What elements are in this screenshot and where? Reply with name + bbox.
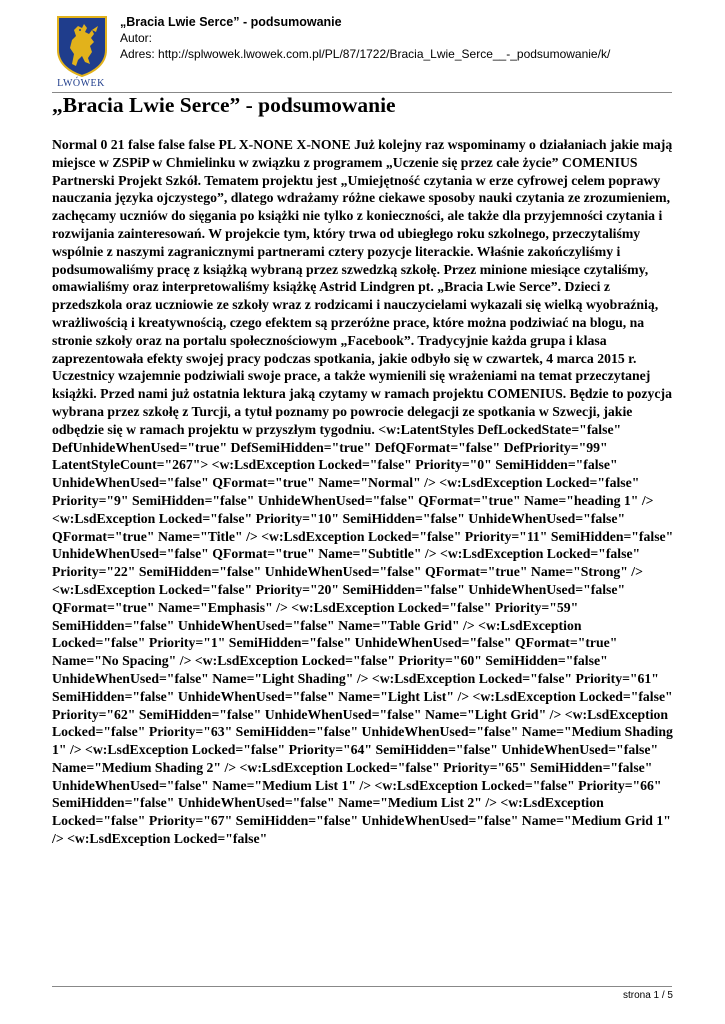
article-body: Normal 0 21 false false false PL X-NONE X-NONE Już kolejny raz wspominamy o działaniach jakie mają miejsce w ZSPiP w Chmielinku w związku z programem „Uczenie się przez całe życie” COMENIUS Partnerski Projekt Szkół. Tematem projektu jest „Umiejętność czytania w erze cyfrowej celem poprawy nauczania języka ojczystego”, dlatego wdrażamy różne ciekawe sposoby nauki czytania ze zrozumieniem, zachęcamy uczniów do sięgania po książki nie tylko z konieczności, ale także dla przyjemności czytania i rozwijania zainteresowań. W projekcie tym, który trwa od ubiegłego roku szkolnego, przeczytaliśmy wspólnie z naszymi zagranicznymi partnerami cztery pozycje literackie. Właśnie zakończyliśmy i podsumowaliśmy pracę z książką wybraną przez szwedzką szkołę. Przez minione miesiące czytaliśmy, omawialiśmy oraz interpretowaliśmy książkę Astrid Lindgren pt. „Bracia Lwie Serce”. Dzieci z przedszkola oraz uczniowie ze szkoły wraz z rodzicami i nauczycielami wykazali się wielką wyobraźnią, wrażliwością i kreatywnością, czego efektem są przeróżne prace, które można podziwiać na blogu, na stronie szkoły oraz na portalu społecznościowym „Facebook”. Tradycyjnie każda grupa i klasa zaprezentowała efekty swojej pracy podczas spotkania, jakie odbyło się w czwartek, 4 marca 2015 r. Uczestnicy wzajemnie podziwiali swoje prace, a także wymienili się wrażeniami na temat przeczytanej książki. Przed nami już ostatnia lektura jaką czytamy w ramach projektu COMENIUS. Będzie to pozycja wybrana przez szkołę z Turcji, a tytuł poznamy po powrocie delegacji ze spotkania w Szwecji, jakie odbędzie się w ramach projektu w przyszłym tygodniu. <w:LatentStyles DefLockedState="false" DefUnhideWhenUsed="true" DefSemiHidden="true" DefQFormat="false" DefPriority="99" LatentStyleCount="267"> <w:LsdException Locked="false" Priority="0" SemiHidden="false" UnhideWhenUsed="false" QFormat="true" Name="Normal" /> <w:LsdException Locked="false" Priority="9" SemiHidden="false" UnhideWhenUsed="false" QFormat="true" Name="heading 1" /> <w:LsdException Locked="false" Priority="10" SemiHidden="false" UnhideWhenUsed="false" QFormat="true" Name="Title" /> <w:LsdException Locked="false" Priority="11" SemiHidden="false" UnhideWhenUsed="false" QFormat="true" Name="Subtitle" /> <w:LsdException Locked="false" Priority="22" SemiHidden="false" UnhideWhenUsed="false" QFormat="true" Name="Strong" /> <w:LsdException Locked="false" Priority="20" SemiHidden="false" UnhideWhenUsed="false" QFormat="true" Name="Emphasis" /> <w:LsdException Locked="false" Priority="59" SemiHidden="false" UnhideWhenUsed="false" Name="Table Grid" /> <w:LsdException Locked="false" Priority="1" SemiHidden="false" UnhideWhenUsed="false" QFormat="true" Name="No Spacing" /> <w:LsdException Locked="false" Priority="60" SemiHidden="false" UnhideWhenUsed="false" Name="Light Shading" /> <w:LsdException Locked="false" Priority="61" SemiHidden="false" UnhideWhenUsed="false" Name="Light List" /> <w:LsdException Locked="false" Priority="62" SemiHidden="false" UnhideWhenUsed="false" Name="Light Grid" /> <w:LsdException Locked="false" Priority="63" SemiHidden="false" UnhideWhenUsed="false" Name="Medium Shading 1" /> <w:LsdException Locked="false" Priority="64" SemiHidden="false" UnhideWhenUsed="false" Name="Medium Shading 2" /> <w:LsdException Locked="false" Priority="65" SemiHidden="false" UnhideWhenUsed="false" Name="Medium List 1" /> <w:LsdException Locked="false" Priority="66" SemiHidden="false" UnhideWhenUsed="false" Name="Medium List 2" /> <w:LsdException Locked="false" Priority="67" SemiHidden="false" UnhideWhenUsed="false" Name="Medium Grid 1" /> <w:LsdException Locked="false" bbox=[52, 137, 674, 847]
author-label: Autor: bbox=[120, 31, 153, 45]
footer-divider bbox=[52, 986, 672, 987]
article-title: „Bracia Lwie Serce” - podsumowanie bbox=[52, 93, 396, 117]
address-label: Adres: bbox=[120, 47, 155, 61]
page-number: strona 1 / 5 bbox=[622, 990, 673, 1001]
document-meta bbox=[120, 14, 680, 62]
address-line bbox=[120, 46, 680, 62]
document-header bbox=[52, 14, 672, 94]
logo-caption: LWÓWEK bbox=[57, 78, 105, 89]
address-link[interactable]: http://splwowek.lwowek.com.pl/PL/87/1722/Bracia_Lwie_Serce__-_podsumowanie/k/ bbox=[158, 47, 611, 61]
header-document-title: „Bracia Lwie Serce” - podsumowanie bbox=[120, 15, 342, 29]
